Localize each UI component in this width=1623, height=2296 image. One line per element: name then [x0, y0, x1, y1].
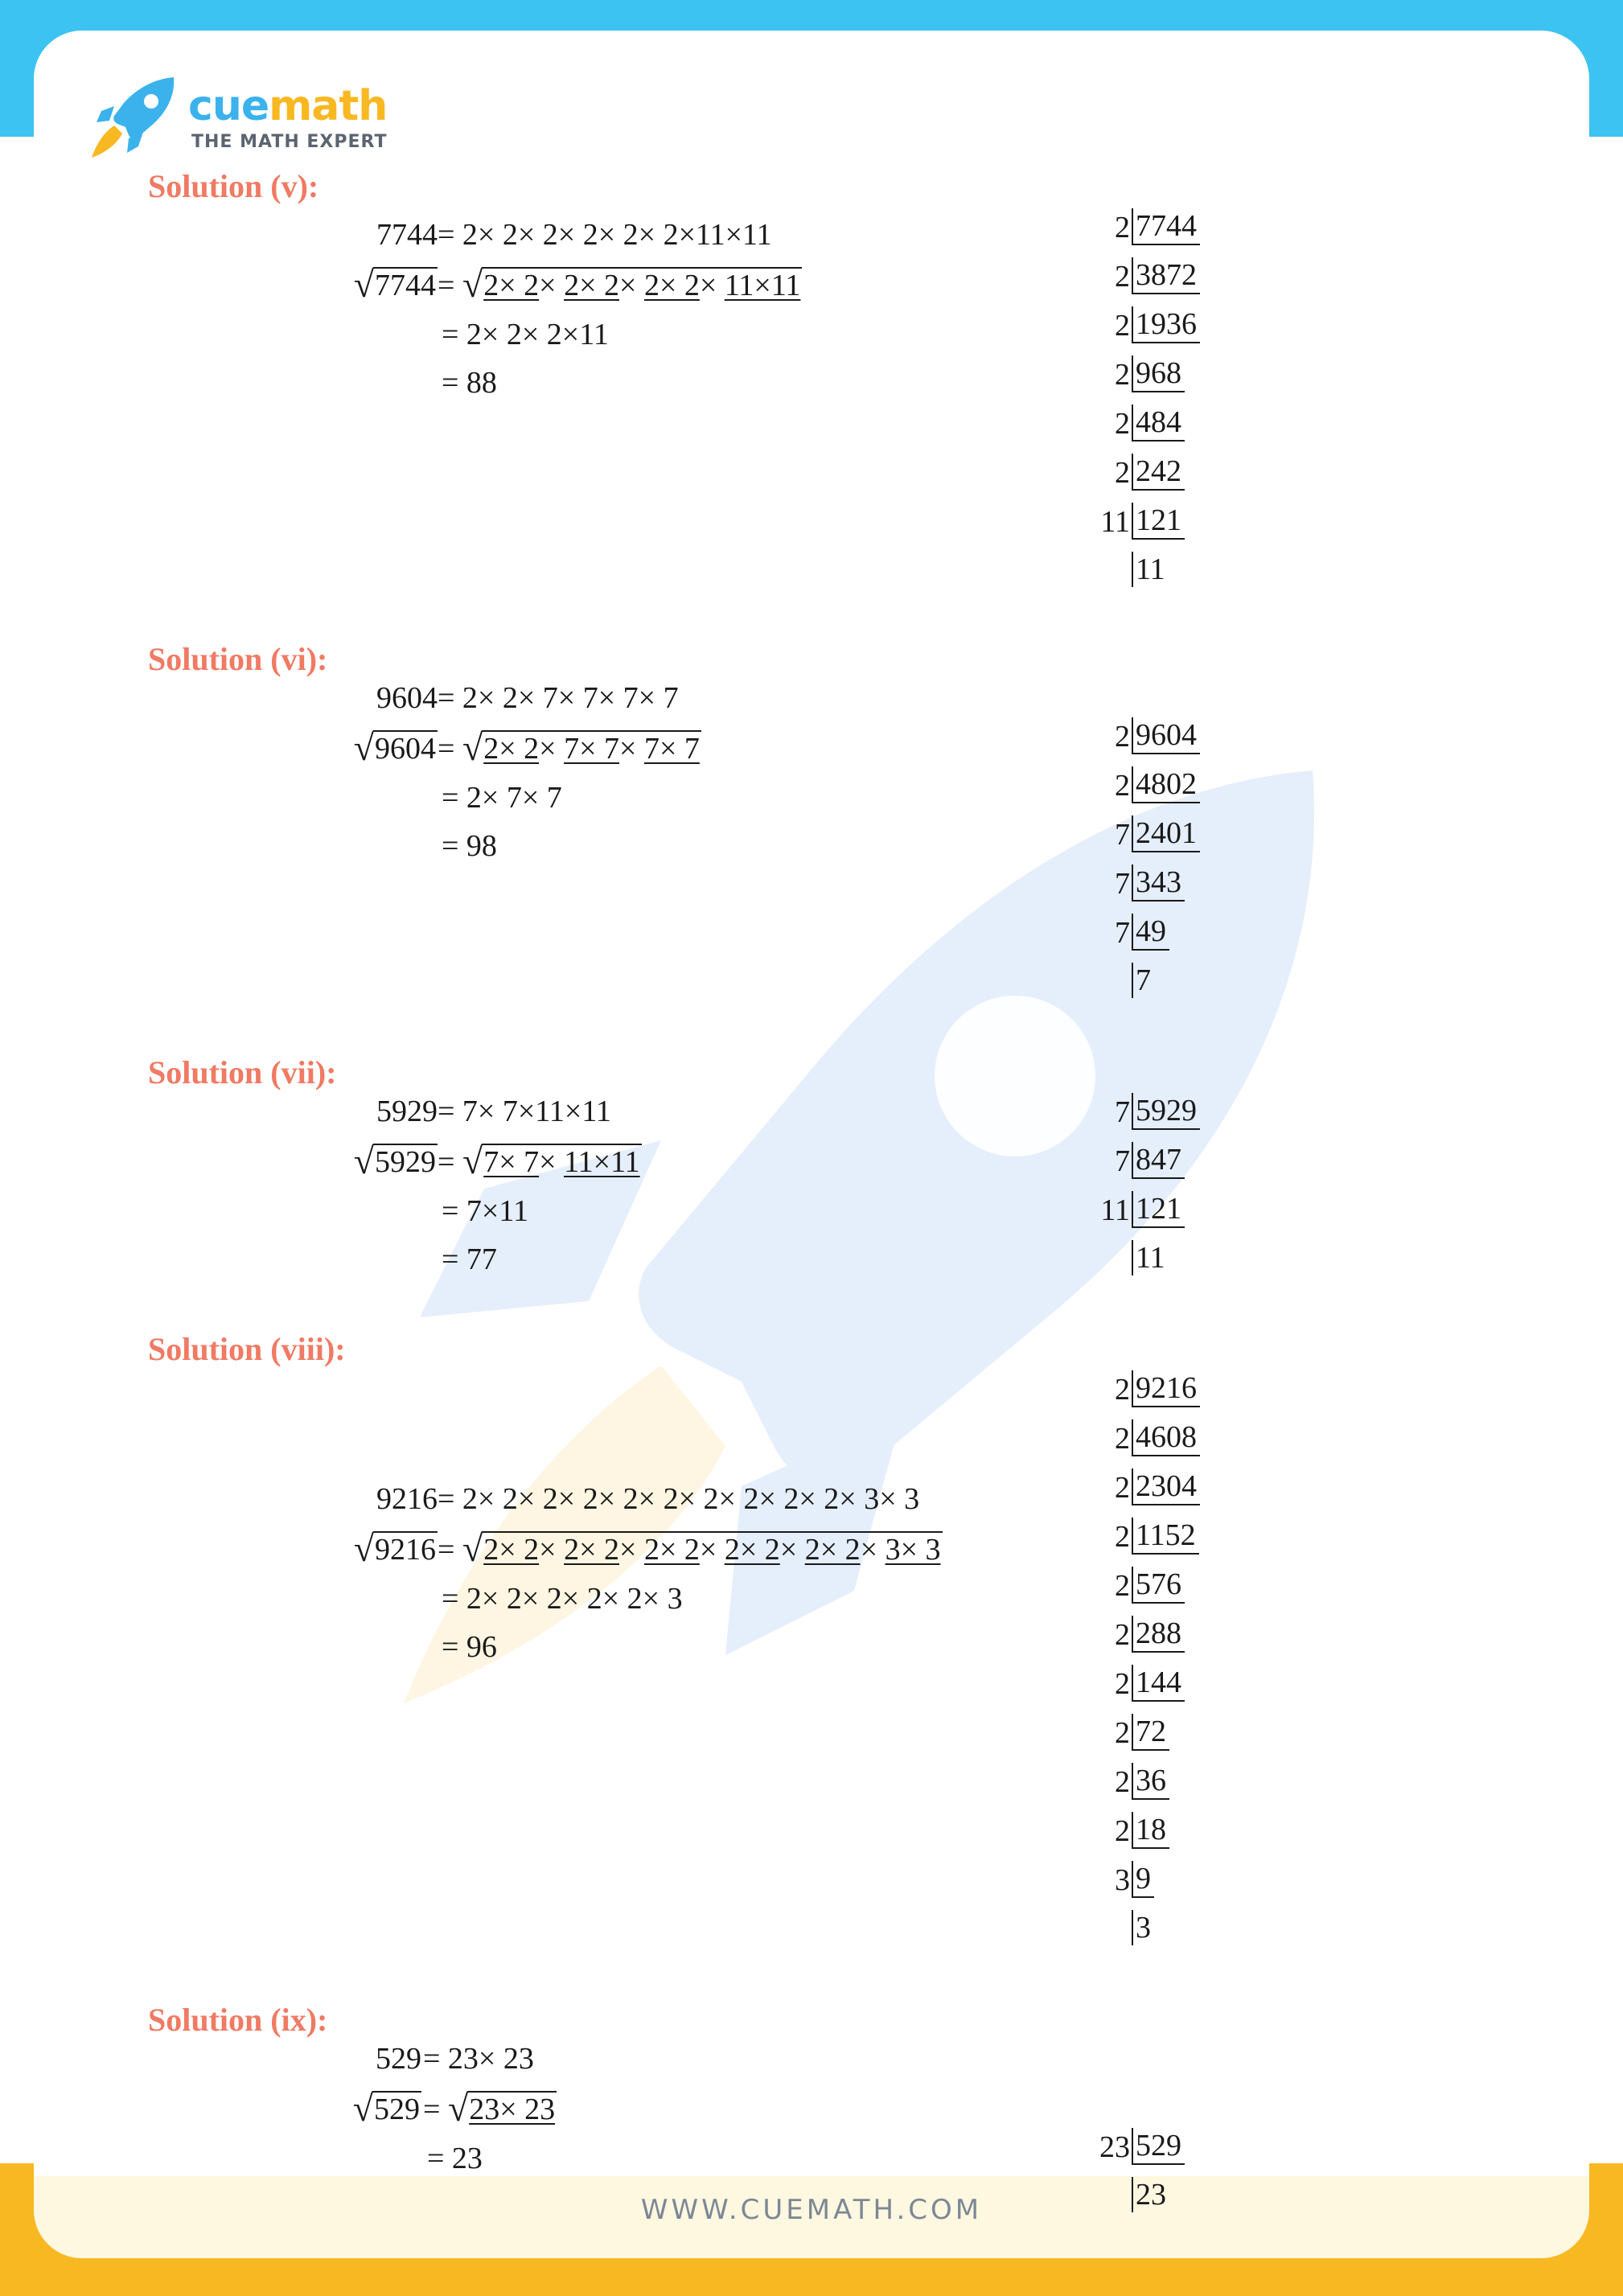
quotient: 2401	[1132, 815, 1200, 852]
solution-equations	[0, 211, 1623, 404]
solution-title: Solution (vi):	[148, 641, 328, 677]
quotient: 144	[1132, 1665, 1185, 1702]
divisor: 7	[1115, 1144, 1130, 1178]
brand-name-part2: math	[269, 82, 388, 130]
eq-step: = 2× 2× 2×11	[442, 318, 609, 351]
eq-step: = 2× 7× 7	[442, 781, 562, 815]
quotient: 11	[1132, 552, 1169, 587]
divisor: 23	[1099, 2130, 1130, 2164]
rocket-logo-icon	[90, 74, 179, 162]
quotient: 484	[1132, 405, 1185, 442]
eq-lhs: 9216	[376, 1482, 438, 1516]
divisor: 2	[1115, 1569, 1130, 1603]
divisor: 2	[1115, 1667, 1130, 1701]
quotient: 242	[1132, 454, 1185, 491]
quotient: 3872	[1132, 257, 1200, 294]
quotient: 7	[1132, 963, 1154, 998]
quotient: 529	[1132, 2128, 1185, 2165]
quotient: 72	[1132, 1714, 1169, 1751]
divisor: 2	[1115, 1618, 1130, 1652]
eq-result: = 96	[442, 1630, 497, 1664]
eq-rhs: = 7× 7×11×11	[438, 1095, 611, 1128]
quotient: 7744	[1132, 208, 1200, 245]
quotient: 18	[1132, 1812, 1169, 1849]
quotient: 2304	[1132, 1468, 1200, 1505]
quotient: 3	[1132, 1910, 1154, 1945]
quotient: 9604	[1132, 717, 1200, 754]
solution-equations	[0, 1475, 1623, 1668]
divisor: 2	[1115, 260, 1130, 294]
solution-title: Solution (viii):	[148, 1331, 346, 1367]
divisor: 2	[1115, 309, 1130, 343]
quotient: 121	[1132, 1191, 1185, 1228]
eq-result: = 98	[442, 829, 497, 863]
quotient: 968	[1132, 355, 1185, 392]
divisor: 2	[1115, 1373, 1130, 1407]
eq-sqrt-lhs: √5929	[353, 1140, 436, 1181]
eq-lhs: 529	[376, 2042, 421, 2076]
divisor: 2	[1115, 1814, 1130, 1848]
divisor: 2	[1115, 720, 1130, 754]
quotient: 11	[1132, 1240, 1169, 1275]
quotient: 121	[1132, 503, 1185, 540]
solution-equations	[0, 674, 1623, 867]
quotient: 4608	[1132, 1419, 1200, 1456]
divisor: 2	[1115, 456, 1130, 490]
eq-sqrt-rhs: = √23× 23	[423, 2088, 556, 2129]
brand-tagline: THE MATH EXPERT	[191, 132, 388, 152]
quotient: 343	[1132, 865, 1185, 902]
eq-sqrt-lhs: √7744	[353, 264, 436, 305]
quotient: 9216	[1132, 1370, 1200, 1407]
divisor: 3	[1115, 1863, 1130, 1897]
divisor: 7	[1115, 1095, 1130, 1129]
quotient: 9	[1132, 1861, 1154, 1898]
eq-result: = 77	[442, 1242, 497, 1276]
eq-rhs: = 2× 2× 2× 2× 2× 2× 2× 2× 2× 2× 3× 3	[438, 1482, 920, 1516]
eq-sqrt-lhs: √9604	[353, 727, 436, 768]
divisor: 2	[1115, 1422, 1130, 1456]
eq-result: = 23	[427, 2142, 483, 2175]
divisor: 2	[1115, 407, 1130, 441]
divisor: 2	[1115, 358, 1130, 392]
divisor: 2	[1115, 211, 1130, 244]
footer-url: WWW.CUEMATH.COM	[640, 2194, 983, 2226]
brand-wordmark	[188, 82, 387, 130]
eq-step: = 2× 2× 2× 2× 2× 3	[442, 1582, 683, 1616]
divisor: 2	[1115, 1471, 1130, 1505]
quotient: 1936	[1132, 306, 1200, 343]
quotient: 49	[1132, 914, 1169, 951]
solution-equations	[0, 2035, 1623, 2187]
quotient: 847	[1132, 1142, 1185, 1179]
eq-sqrt-rhs: = √2× 2× 2× 2× 2× 2× 11×11	[438, 264, 801, 305]
divisor: 7	[1115, 867, 1130, 901]
solution-title: Solution (v):	[148, 168, 319, 204]
eq-sqrt-lhs: √9216	[353, 1528, 436, 1569]
divisor: 2	[1115, 769, 1130, 803]
divisor: 2	[1115, 1765, 1130, 1799]
solution-title: Solution (ix):	[148, 2002, 328, 2038]
eq-lhs: 9604	[376, 681, 438, 715]
eq-rhs: = 23× 23	[423, 2042, 534, 2076]
eq-sqrt-rhs: = √7× 7× 11×11	[438, 1140, 640, 1181]
divisor: 2	[1115, 1520, 1130, 1554]
eq-result: = 88	[442, 366, 497, 400]
divisor: 2	[1115, 1716, 1130, 1750]
divisor: 7	[1115, 916, 1130, 950]
quotient: 23	[1132, 2177, 1169, 2212]
eq-rhs: = 2× 2× 7× 7× 7× 7	[438, 681, 679, 715]
divisor: 11	[1100, 505, 1130, 539]
quotient: 36	[1132, 1763, 1169, 1800]
quotient: 4802	[1132, 766, 1200, 803]
quotient: 288	[1132, 1616, 1185, 1653]
brand-name-part1: cue	[188, 82, 269, 130]
quotient: 5929	[1132, 1093, 1200, 1130]
quotient: 576	[1132, 1567, 1185, 1604]
eq-step: = 7×11	[442, 1194, 528, 1228]
eq-lhs: 7744	[376, 218, 438, 252]
eq-sqrt-lhs: √529	[352, 2088, 420, 2129]
solution-title: Solution (vii):	[148, 1054, 337, 1090]
eq-sqrt-rhs: = √2× 2× 2× 2× 2× 2× 2× 2× 2× 2× 3× 3	[438, 1528, 941, 1569]
eq-lhs: 5929	[376, 1095, 438, 1128]
divisor: 7	[1115, 818, 1130, 852]
eq-sqrt-rhs: = √2× 2× 7× 7× 7× 7	[438, 727, 700, 768]
eq-rhs: = 2× 2× 2× 2× 2× 2×11×11	[438, 218, 772, 252]
quotient: 1152	[1132, 1518, 1199, 1555]
divisor: 11	[1100, 1193, 1130, 1227]
solution-equations	[0, 1087, 1623, 1280]
